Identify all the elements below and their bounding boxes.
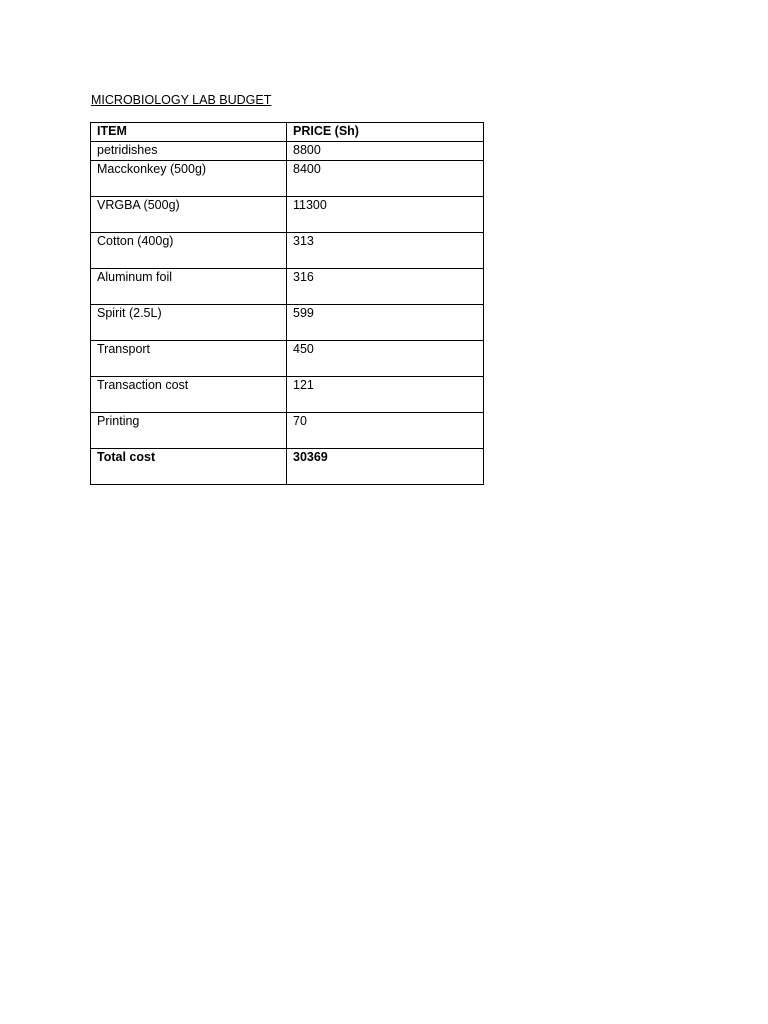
item-cell: VRGBA (500g) bbox=[91, 197, 287, 233]
total-value: 30369 bbox=[287, 449, 484, 485]
table-row bbox=[91, 142, 484, 161]
table-row bbox=[91, 377, 484, 413]
price-cell: 450 bbox=[287, 341, 484, 377]
table-row bbox=[91, 413, 484, 449]
price-cell: 8800 bbox=[287, 142, 484, 161]
price-cell: 8400 bbox=[287, 161, 484, 197]
item-cell: Spirit (2.5L) bbox=[91, 305, 287, 341]
table-header-row bbox=[91, 123, 484, 142]
item-cell: Transport bbox=[91, 341, 287, 377]
column-header-price: PRICE (Sh) bbox=[287, 123, 484, 142]
item-cell: Macckonkey (500g) bbox=[91, 161, 287, 197]
table-row bbox=[91, 233, 484, 269]
table-row bbox=[91, 305, 484, 341]
table-row bbox=[91, 341, 484, 377]
table-row bbox=[91, 197, 484, 233]
item-cell: petridishes bbox=[91, 142, 287, 161]
page-title: MICROBIOLOGY LAB BUDGET bbox=[91, 93, 272, 107]
price-cell: 316 bbox=[287, 269, 484, 305]
price-cell: 70 bbox=[287, 413, 484, 449]
table-row bbox=[91, 161, 484, 197]
item-cell: Transaction cost bbox=[91, 377, 287, 413]
budget-table bbox=[90, 122, 484, 485]
price-cell: 121 bbox=[287, 377, 484, 413]
price-cell: 11300 bbox=[287, 197, 484, 233]
item-cell: Aluminum foil bbox=[91, 269, 287, 305]
table-row bbox=[91, 269, 484, 305]
total-label: Total cost bbox=[91, 449, 287, 485]
price-cell: 599 bbox=[287, 305, 484, 341]
price-cell: 313 bbox=[287, 233, 484, 269]
item-cell: Cotton (400g) bbox=[91, 233, 287, 269]
item-cell: Printing bbox=[91, 413, 287, 449]
column-header-item: ITEM bbox=[91, 123, 287, 142]
total-row bbox=[91, 449, 484, 485]
